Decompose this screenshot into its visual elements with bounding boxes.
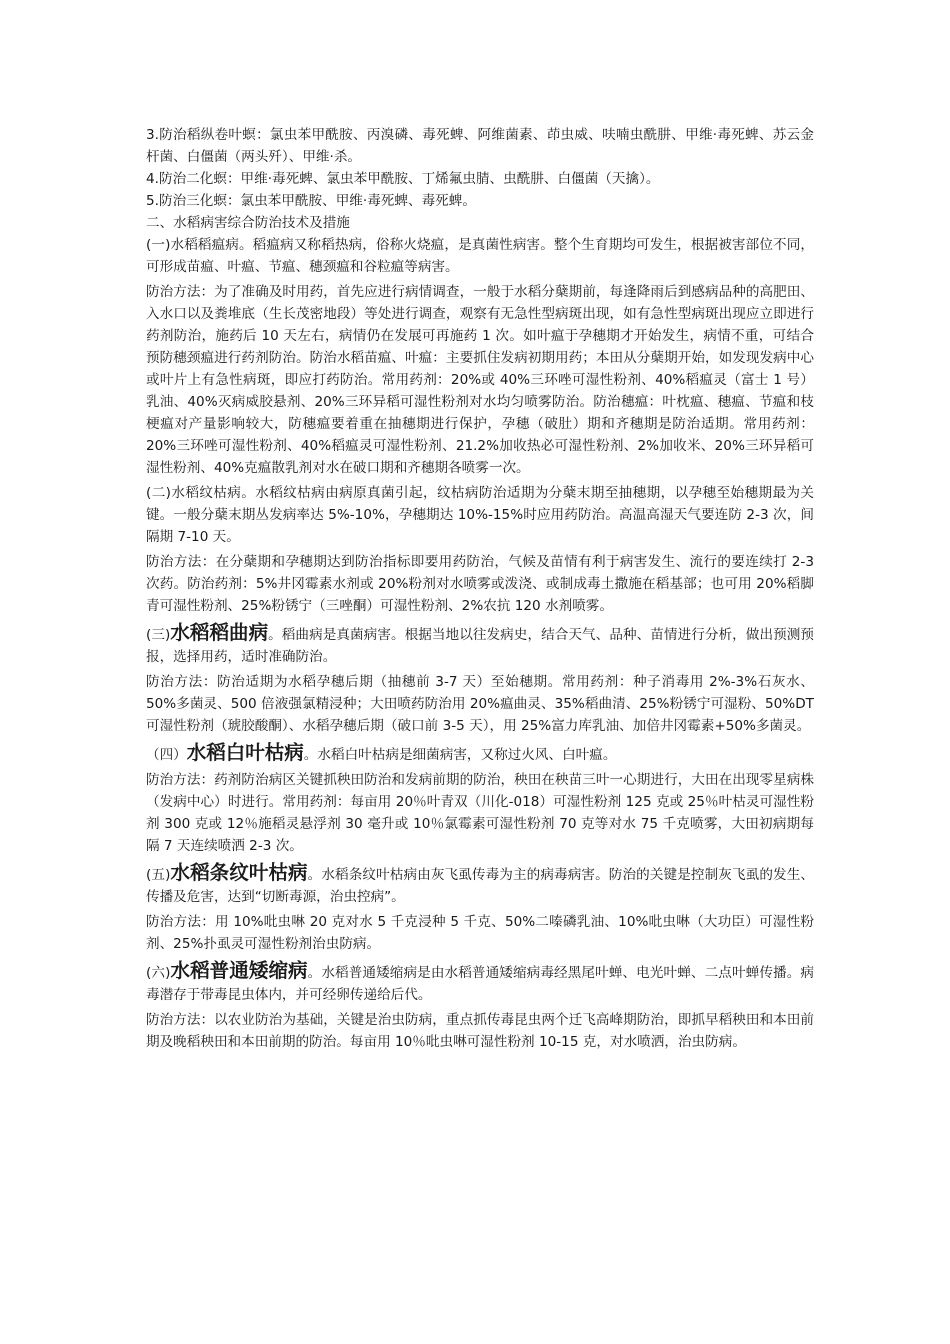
disease-4-text: 。水稻白叶枯病是细菌病害，又称过火风、白叶瘟。 xyxy=(303,747,617,763)
disease-1-method: 防治方法：为了准确及时用药，首先应进行病情调查，一般于水稻分蘖期前，每逢降雨后到感病品种的高肥田、入水口以及粪堆底（生长茂密地段）等处进行调查，观察有无急性型病斑出现，如有急性型病斑出现应立即进行药剂防治，施药后 10 天左右，病情仍在发展可再施药 1 次。如叶瘟于孕穗期才开始发生，病情不重，可结合预防穗颈瘟进行药剂防治。防治水稻苗瘟、叶瘟：主要抓住发病初期用药；本田从分蘖期开始，如发现发病中心或叶片上有急性病斑，即应打药防治。常用药剂：20%或 40%三环唑可湿性粉剂、40%稻瘟灵（富士 1 号）乳油、40%灭病威胶悬剂、20%三环异稻可湿性粉剂对水均匀喷雾防治。防治穗瘟：叶枕瘟、穗瘟、节瘟和枝梗瘟对产量影响较大，防穗瘟要着重在抽穗期进行保护，孕穗（破肚）期和齐穗期是防治适期。常用药剂：20%三环唑可湿性粉剂、40%稻瘟灵可湿性粉剂、21.2%加收热必可湿性粉剂、2%加收米、20%三环异稻可湿性粉剂、40%克瘟散乳剂对水在破口期和齐穗期各喷雾一次。 xyxy=(146,284,814,476)
disease-6-title: 水稻普通矮缩病 xyxy=(170,959,308,982)
pest-item-5: 5.防治三化螟：氯虫苯甲酰胺、甲维·毒死蜱、毒死蜱。 xyxy=(146,193,476,209)
disease-5-prefix: (五) xyxy=(146,867,171,883)
disease-2-method: 防治方法：在分蘖期和孕穗期达到防治指标即要用药防治，气候及苗情有利于病害发生、流行的要连续打 2-3 次药。防治药剂：5%井冈霉素水剂或 20%粉剂对水喷雾或泼浇、或制成毒土撒施在稻基部；也可用 20%稻脚青可湿性粉剂、25%粉锈宁（三唑酮）可湿性粉剂、2%农抗 120 水剂喷雾。 xyxy=(146,554,814,614)
pest-item-3: 3.防治稻纵卷叶螟：氯虫苯甲酰胺、丙溴磷、毒死蜱、阿维菌素、茚虫威、呋喃虫酰肼、甲维·毒死蜱、苏云金杆菌、白僵菌（两头歼）、甲维·杀。 xyxy=(146,127,814,165)
disease-3-intro xyxy=(146,620,814,668)
disease-1-intro: (一)水稻稻瘟病。稻瘟病又称稻热病，俗称火烧瘟，是真菌性病害。整个生育期均可发生，根据被害部位不同，可形成苗瘟、叶瘟、节瘟、穗颈瘟和谷粒瘟等病害。 xyxy=(146,237,814,275)
disease-2-intro: (二)水稻纹枯病。水稻纹枯病由病原真菌引起，纹枯病防治适期为分蘖末期至抽穗期，以孕穗至始穗期最为关键。一般分蘖末期丛发病率达 5%-10%，孕穗期达 10%-15%时应用药防治。高温高湿天气要连防 2-3 次，间隔期 7-10 天。 xyxy=(146,485,814,545)
disease-6-prefix: (六) xyxy=(146,965,171,981)
disease-5-intro xyxy=(146,860,814,908)
document-page xyxy=(146,124,814,1056)
disease-5-method: 防治方法：用 10%吡虫啉 20 克对水 5 千克浸种 5 千克、50%二嗪磷乳油、10%吡虫啉（大功臣）可湿性粉剂、25%扑虱灵可湿性粉剂治虫防病。 xyxy=(146,914,814,952)
disease-3-title: 水稻稻曲病 xyxy=(170,621,269,644)
disease-6-text: 。水稻普通矮缩病是由水稻普通矮缩病毒经黑尾叶蝉、电光叶蝉、二点叶蝉传播。病毒潜存于带毒昆虫体内，并可经卵传递给后代。 xyxy=(146,965,814,1003)
disease-3-method: 防治方法：防治适期为水稻孕穗后期（抽穗前 3-7 天）至始穗期。常用药剂：种子消毒用 2%-3%石灰水、50%多菌灵、500 倍液强氯精浸种；大田喷药防治用 20%瘟曲灵、35%稻曲清、25%粉锈宁可湿粉、50%DT 可湿性粉剂（琥胶酸酮）、水稻孕穗后期（破口前 3-5 天），用 25%富力库乳油、加倍井冈霉素+50%多菌灵。 xyxy=(146,674,814,734)
disease-4-intro xyxy=(146,740,814,766)
disease-4-prefix: （四） xyxy=(146,747,187,763)
disease-5-title: 水稻条纹叶枯病 xyxy=(170,861,308,884)
pest-item-4: 4.防治二化螟：甲维·毒死蜱、氯虫苯甲酰胺、丁烯氟虫腈、虫酰肼、白僵菌（天擒）。 xyxy=(146,171,660,187)
disease-4-method: 防治方法：药剂防治病区关键抓秧田防治和发病前期的防治，秧田在秧苗三叶一心期进行，大田在出现零星病株（发病中心）时进行。常用药剂：每亩用 20％叶青双（川化-018）可湿性粉剂 125 克或 25％叶枯灵可湿性粉剂 300 克或 12％施稻灵悬浮剂 30 毫升或 10％氯霉素可湿性粉剂 70 克等对水 75 千克喷雾，大田初病期每隔 7 天连续喷洒 2-3 次。 xyxy=(146,772,814,854)
disease-6-intro xyxy=(146,958,814,1006)
disease-3-prefix: (三) xyxy=(146,627,171,643)
disease-4-title: 水稻白叶枯病 xyxy=(186,741,304,764)
disease-5-text: 。水稻条纹叶枯病由灰飞虱传毒为主的病毒病害。防治的关键是控制灰飞虱的发生、传播及危害，达到“切断毒源，治虫控病”。 xyxy=(146,867,814,905)
section-heading: 二、水稻病害综合防治技术及措施 xyxy=(146,215,350,231)
disease-3-text: 。稻曲病是真菌病害。根据当地以往发病史，结合天气、品种、苗情进行分析，做出预测预报，选择用药，适时准确防治。 xyxy=(146,627,814,665)
disease-6-method: 防治方法：以农业防治为基础，关键是治虫防病，重点抓传毒昆虫两个迁飞高峰期防治，即抓早稻秧田和本田前期及晚稻秧田和本田前期的防治。每亩用 10％吡虫啉可湿性粉剂 10-15 克，对水喷洒，治虫防病。 xyxy=(146,1012,814,1050)
